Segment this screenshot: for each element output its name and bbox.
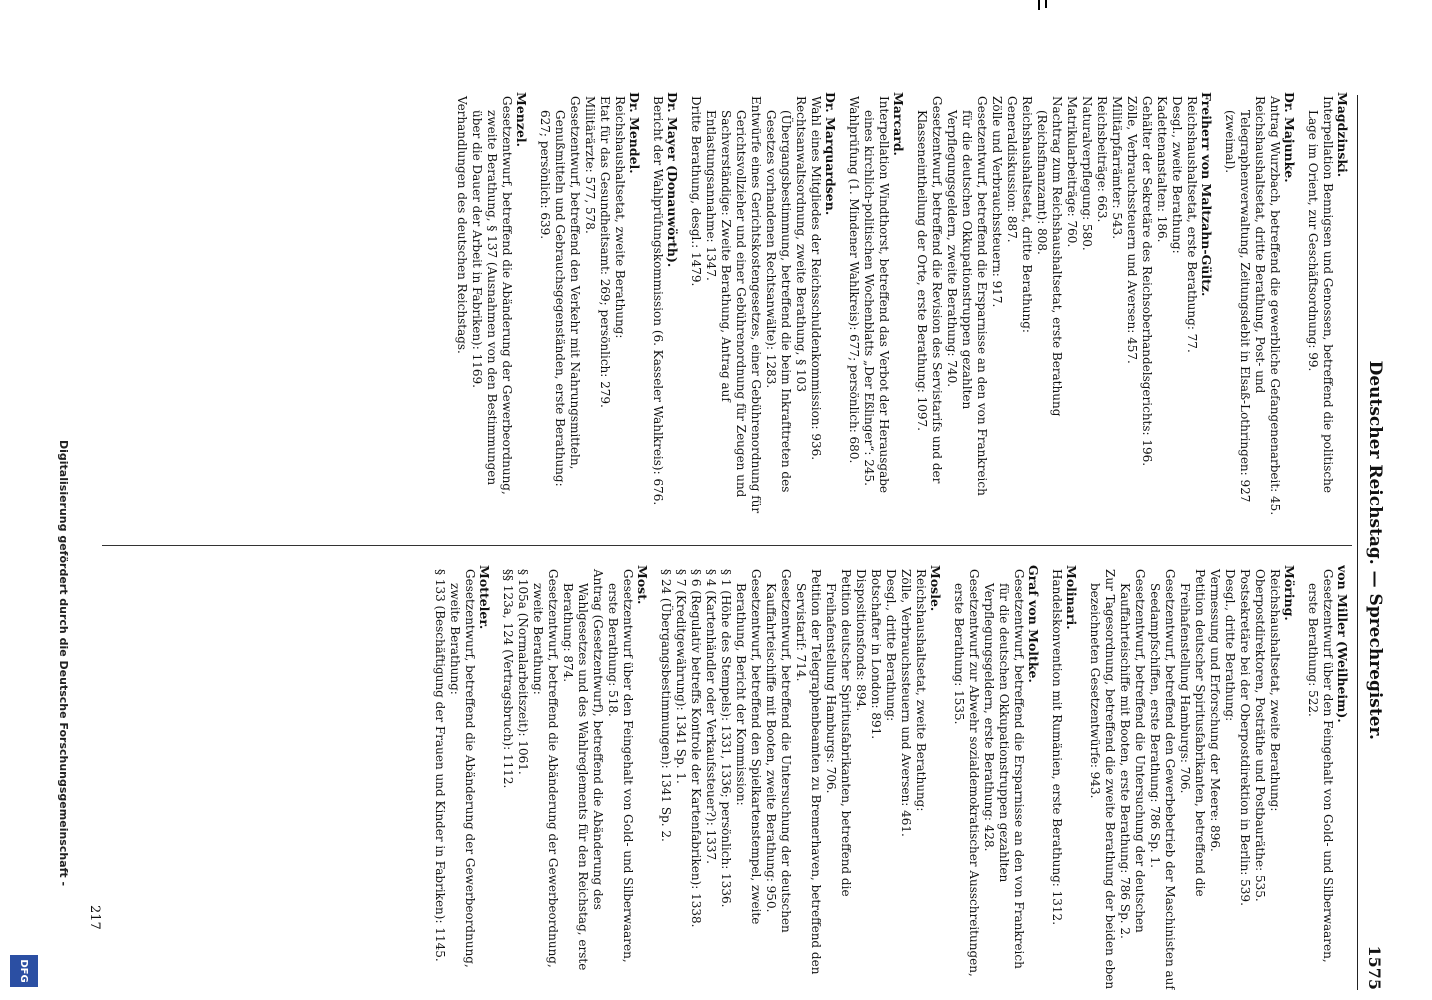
register-entry bbox=[1222, 92, 1297, 517]
speaker-name: Dr. Marquardsen. bbox=[823, 92, 838, 216]
entry-line: Wahlprüfung (1. Mindener Wahlkreis): 677; persönlich: 680. bbox=[847, 96, 861, 464]
register-entry bbox=[650, 92, 680, 517]
entry-line: Petition der Telegraphenbeamten zu Bremerhaven, betreffend den Servistarif: 714. bbox=[794, 569, 823, 975]
entry-line: Interpellation Bennigsen und Genossen, betreffend die politische Lage im Orient, zur Geschäftsordnung: 99. bbox=[1306, 96, 1335, 493]
entry-line: Petition deutscher Spiritusfabrikanten, betreffend die Freihafenstellung Hamburgs: 706. bbox=[824, 569, 853, 897]
entry-line: Wahl eines Mitgliedes der Reichsschuldenkommission: 936. bbox=[809, 96, 823, 461]
register-entry bbox=[432, 565, 492, 990]
entry-line: § 1 (Höhe des Stempels): 1331, 1336; persönlich: 1336. bbox=[719, 569, 733, 908]
register-entry bbox=[846, 92, 906, 517]
entry-line: Kadettenanstalten: 186. bbox=[1155, 96, 1169, 243]
scan-mark bbox=[1038, 0, 1040, 10]
entry-line: Nachtrag zum Reichshaushaltsetat, erste Berathung (Reichsfinanzamt): 808. bbox=[1035, 96, 1064, 417]
entry-line: Gesetzentwurf, betreffend die Untersuchung der deutschen Kauffahrteischiffe mit Booten, zweite Berathung: 950. bbox=[764, 569, 793, 933]
register-entry bbox=[688, 92, 838, 517]
signature-mark: 217 bbox=[87, 905, 102, 930]
speaker-name: Molinari. bbox=[1064, 565, 1079, 630]
entry-line: § 133 (Beschäftigung der Frauen und Kinder in Fabriken): 1145. bbox=[433, 569, 447, 962]
left-column bbox=[90, 92, 1350, 517]
speaker-name: Freiherr von Maltzahn-Gültz. bbox=[1199, 92, 1214, 297]
entry-line: Etat für das Gesundheitsamt: 269; persönlich: 279. bbox=[598, 96, 612, 408]
speaker-name: Most. bbox=[635, 565, 650, 605]
entry-line: Handelskonvention mit Rumänien, erste Berathung: 1312. bbox=[1050, 569, 1064, 926]
entry-line: Desgl., zweite Berathung: bbox=[1170, 96, 1184, 254]
entry-line: Gesetzentwurf zur Abwehr sozialdemokratischer Ausschreitungen, erste Berathung: 1535. bbox=[952, 569, 981, 977]
entry-line: Militärpfarrämter: 543. bbox=[1110, 96, 1124, 240]
entry-line: Entwürfe eines Gerichtskostengesetzes, einer Gebührenordnung für Gerichtsvollzieher und einer Gebührenordnung für Zeugen und Sachverständige: Zweite Berathung, Antrag auf Entlastungsannahme: 1347. bbox=[704, 96, 763, 514]
entry-line: § 24 (Übergangsbestimmungen): 1341 Sp. 2. bbox=[659, 569, 673, 842]
entry-line: Gesetzentwurf, betreffend den Verkehr mit Nahrungsmitteln, Genußmitteln und Gebrauchsgegenständen, erste Berathung: 627; persönlich: 639. bbox=[538, 96, 582, 487]
register-entry bbox=[1049, 565, 1079, 990]
entry-line: Reichsbeiträge: 663. bbox=[1095, 96, 1109, 223]
entry-line: Postsekretäre bei der Oberpostdirektion in Berlin: 539. bbox=[1238, 569, 1252, 906]
running-title bbox=[1365, 361, 1385, 740]
entry-line: Bericht der Wahlprüfungskommission (6. Kasseler Wahlkreis): 676. bbox=[651, 96, 665, 506]
column-divider bbox=[102, 545, 1352, 546]
entry-line: Naturalverpflegung: 580. bbox=[1080, 96, 1094, 251]
speaker-name: Dr. Majunke. bbox=[1282, 92, 1297, 183]
entry-line: Antrag (Gesetzentwurf), betreffend die Abänderung des Wahlgesetzes und des Wahlreglements für den Reichstag, erste Berathung: 874. bbox=[561, 569, 605, 971]
entry-line: Reichshaushaltsetat, zweite Berathung: bbox=[914, 569, 928, 812]
entry-line: Zölle und Verbrauchssteuern: 917. bbox=[990, 96, 1004, 308]
entry-line: Gesetzentwurf, betreffend die Abänderung der Gewerbeordnung, zweite Berathung: bbox=[531, 569, 560, 968]
entry-line: § 7 (Kreditgewährung): 1341 Sp. 1. bbox=[674, 569, 688, 784]
entry-line: Reichshaushaltsetat, dritte Berathung: bbox=[1020, 96, 1034, 333]
register-entry bbox=[537, 92, 642, 517]
entry-line: Zölle, Verbrauchssteuern und Aversen: 457. bbox=[1125, 96, 1139, 364]
speaker-name: Magdzinski. bbox=[1335, 92, 1350, 178]
entry-line: Vermessung und Erforschung der Meere: 896. bbox=[1208, 569, 1222, 852]
entry-line: Reichshaushaltsetat, dritte Berathung, Post- und Telegraphenverwaltung, Zeitungsdebit in Elsaß-Lothringen: 927 (zweimal). bbox=[1223, 96, 1267, 503]
speaker-name: Möring. bbox=[1282, 565, 1297, 621]
entry-line: Gesetzentwurf, betreffend die Ersparnisse an den von Frankreich für die deutschen Okkupationstruppen gezahlten Verpflegungsgeldern, zweite Berathung: 740. bbox=[945, 96, 989, 496]
entry-line: Zur Tagesordnung, betreffend die zweite Berathung der beiden eben bezeichneten Gesetzentwürfe: 943. bbox=[1088, 569, 1117, 990]
entry-line: Zölle, Verbrauchssteuern und Aversen: 461. bbox=[899, 569, 913, 837]
entry-line: Oberpostdirektoren, Posträthe und Postbauräthe: 535. bbox=[1253, 569, 1267, 902]
speaker-name: Dr. Mayer (Donauwörth). bbox=[665, 92, 680, 268]
entry-line: Gehälter der Sekretäre des Reichsoberhandelsgerichts: 196. bbox=[1140, 96, 1154, 467]
speaker-name: Marcard. bbox=[891, 92, 906, 156]
entry-line: Generaldiskussion: 887. bbox=[1005, 96, 1019, 243]
entry-line: §§ 123a, 124 (Vertragsbruch): 1112. bbox=[501, 569, 515, 789]
entry-line: Desgl., dritte Berathung: bbox=[1223, 569, 1237, 722]
entry-line: Petition deutscher Spiritusfabrikanten, betreffend die Freihafenstellung Hamburgs: 706. bbox=[1178, 569, 1207, 897]
title-left: Deutscher Reichstag. bbox=[1365, 360, 1385, 565]
entry-line: Gesetzentwurf, betreffend die Abänderung der Gewerbeordnung, zweite Berathung, § 137 (Ausnahmen von den Bestimmungen über die Dauer der Arbeit in Fabriken): 1169. bbox=[470, 96, 514, 495]
register-entry bbox=[951, 565, 1041, 990]
register-entry bbox=[1087, 565, 1297, 990]
speaker-name: Graf von Moltke. bbox=[1026, 565, 1041, 683]
register-entry bbox=[914, 92, 1214, 517]
entry-line: § 105a (Normalarbeitszeit): 1061. bbox=[516, 569, 530, 775]
entry-line: Militärärzte: 577, 578. bbox=[583, 96, 597, 234]
entry-line: Gesetzentwurf, betreffend die Ersparnisse an den von Frankreich für die deutschen Okkupationstruppen gezahlten Verpflegungsgeldern, erste Berathung: 428. bbox=[982, 569, 1026, 969]
digitization-credit: Digitalisierung gefördert durch die Deutsche Forschungsgemeinschaft - bbox=[57, 440, 70, 887]
entry-line: § 4 (Kartenhändler oder Verkaufssteuer?): 1337. bbox=[704, 569, 718, 864]
scan-mark bbox=[1045, 0, 1047, 8]
entry-line: Dritte Berathung, desgl.: 1479. bbox=[689, 96, 703, 287]
entry-line: § 6 (Regulativ betreffs Kontrole der Kartenfabriken): 1338. bbox=[689, 569, 703, 928]
entry-line: Matrikularbeiträge: 760. bbox=[1065, 96, 1079, 248]
register-entry bbox=[658, 565, 943, 990]
entry-line: Antrag Wurzbach, betreffend die gewerbliche Gefangenenarbeit: 45. bbox=[1268, 96, 1282, 516]
entry-line: Dispositionsfonds: 894. bbox=[854, 569, 868, 712]
register-entry bbox=[500, 565, 650, 990]
entry-line: Rechtsanwaltsordnung, zweite Berathung, § 103 (Übergangsbestimmung, betreffend die beim Inkrafttreten des Gesetzes vorhandenen Rechtsanwälte): 1283. bbox=[764, 96, 808, 493]
entry-line: Gesetzentwurf, betreffend die Revision des Servistarifs und der Klasseneintheilung der Orte, erste Berathung: 1097. bbox=[915, 96, 944, 484]
register-entry bbox=[454, 92, 529, 517]
entry-line: Botschafter in London: 891. bbox=[869, 569, 883, 740]
speaker-name: Dr. Mendel. bbox=[627, 92, 642, 174]
entry-line: Reichshaushaltsetat, erste Berathung: 77. bbox=[1185, 96, 1199, 353]
entry-line: Gesetzentwurf, betreffend den Spielkartenstempel, zweite Berathung, Bericht der Kommission: bbox=[734, 569, 763, 925]
entry-line: Reichshaushaltsetat, zweite Berathung: bbox=[613, 96, 627, 339]
speaker-name: Menzel. bbox=[514, 92, 529, 148]
register-entry bbox=[1305, 565, 1350, 990]
entry-line: Gesetzentwurf, betreffend die Abänderung der Gewerbeordnung, zweite Berathung: bbox=[448, 569, 477, 968]
entry-line: Verhandlungen des deutschen Reichstags. bbox=[455, 96, 469, 354]
entry-line: Gesetzentwurf über den Feingehalt von Gold- und Silberwaaren, erste Berathung: 518. bbox=[606, 569, 635, 963]
speaker-name: von Miller (Weilheim). bbox=[1335, 565, 1350, 723]
entry-line: Desgl., dritte Berathung: bbox=[884, 569, 898, 722]
page-number: 1575 bbox=[1365, 945, 1385, 990]
speaker-name: Mosle. bbox=[928, 565, 943, 612]
page-header bbox=[1357, 95, 1392, 990]
entry-line: Reichshaushaltsetat, zweite Berathung: bbox=[1268, 569, 1282, 812]
entry-line: Gesetzentwurf, betreffend die Untersuchung der deutschen Kauffahrteischiffe mit Booten, erste Berathung: 786 Sp. 2. bbox=[1118, 569, 1147, 939]
entry-line: Gesetzentwurf über den Feingehalt von Gold- und Silberwaaren, erste Berathung: 522. bbox=[1306, 569, 1335, 963]
dfg-logo: DFG bbox=[10, 955, 38, 987]
speaker-name: Motteler. bbox=[477, 565, 492, 630]
right-column bbox=[90, 565, 1350, 990]
title-right: — Sprechregister. bbox=[1365, 570, 1385, 740]
entry-line: Interpellation Windthorst, betreffend das Verbot der Herausgabe eines kirchlich-politischen Wochenblatts „Der Eßlinger“: 245. bbox=[862, 96, 891, 494]
entry-line: Gesetzentwurf, betreffend den Gewerbebetrieb der Maschinisten auf Seedampfschiffen, erste Berathung: 786 Sp. 1. bbox=[1148, 569, 1177, 990]
register-entry bbox=[1305, 92, 1350, 517]
